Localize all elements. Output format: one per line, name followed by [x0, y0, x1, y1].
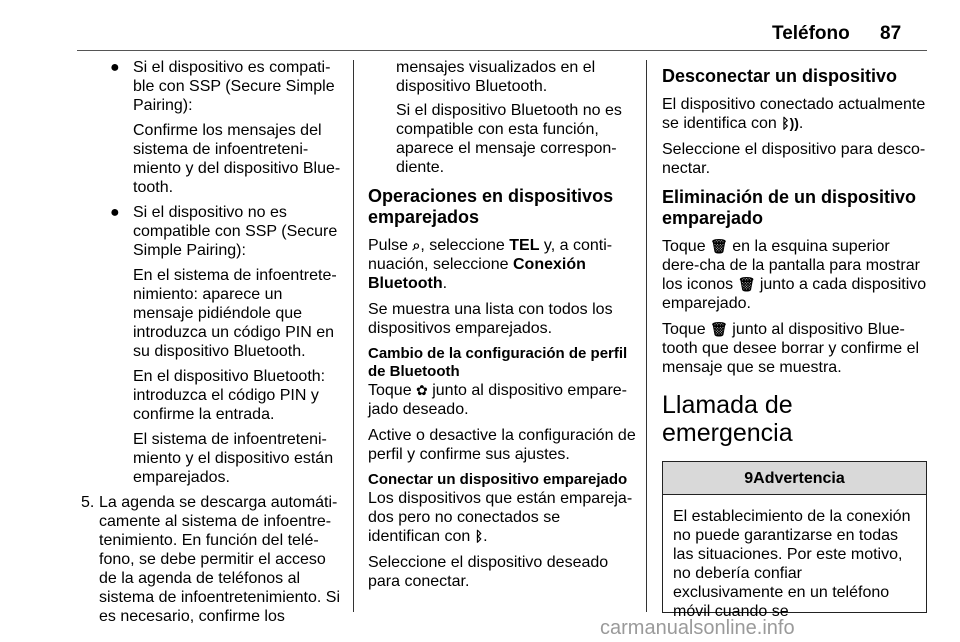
- bullet-ssp-compatible: [77, 58, 345, 115]
- tel-label: TEL: [509, 237, 540, 254]
- bullet-ssp-not-compatible: [77, 203, 345, 260]
- settings-icon: ✿: [416, 382, 428, 398]
- section-heading: Eliminación de un dispositivo emparejado: [662, 187, 917, 228]
- page-header: [0, 0, 960, 52]
- bullet-subtext: En el sistema de infoentrete-nimiento: aparece un mensaje pidiéndole que introduzca un código PIN en su dispositivo Bluetooth.: [133, 267, 337, 360]
- bullet-dot: ●: [110, 59, 120, 76]
- text: .: [798, 115, 804, 132]
- bluetooth-connection-label: Conexión Bluetooth: [368, 256, 586, 292]
- text: en la esquina superior dere-cha de la pantalla para mostrar los iconos: [662, 238, 920, 293]
- paragraph: Seleccione el dispositivo deseado para conectar.: [368, 554, 609, 590]
- step-text: La agenda se descarga automáti-camente al sistema de infoentre-tenimiento. En función del telé-fono, se debe permitir el acceso de la agenda de teléfonos al sistema de infoentretenimiento. Si es necesario, confirme los: [99, 494, 341, 625]
- text: .: [442, 275, 448, 292]
- warning-title: Advertencia: [753, 469, 845, 487]
- text: Toque: [662, 238, 711, 255]
- chapter-heading: Llamada de emergencia: [662, 391, 793, 447]
- text: Los dispositivos que están empareja-dos pero no conectados se identifican con: [368, 490, 633, 545]
- text: .: [483, 528, 488, 545]
- paragraph: [368, 381, 636, 419]
- subheading: Cambio de la configuración de perfil de Bluetooth: [368, 345, 628, 380]
- trash-icon: 🗑: [710, 238, 728, 254]
- warning-box: [662, 461, 927, 620]
- phone-icon: ⌕: [412, 237, 421, 253]
- text: El dispositivo conectado actualmente se identifica con: [662, 96, 926, 132]
- section-heading: Desconectar un dispositivo: [662, 66, 898, 86]
- bullet-text: Si el dispositivo no es compatible con SSP (Secure Simple Pairing):: [133, 204, 338, 259]
- bullet-subtext: En el dispositivo Bluetooth: introduzca el código PIN y confirme la entrada.: [133, 368, 326, 423]
- watermark: carmanualsonline.info: [600, 617, 795, 639]
- bluetooth-connected-icon: ᛒ)): [781, 115, 799, 131]
- bluetooth-icon: ᛒ: [474, 528, 484, 544]
- text: junto al dispositivo Blue-tooth que desee borrar y confirme el mensaje que se muestra.: [662, 321, 920, 376]
- text: y, a conti-nuación, seleccione: [368, 237, 613, 273]
- trash-icon: 🗑: [737, 276, 756, 292]
- step-number: 5.: [81, 494, 95, 511]
- text: Pulse: [368, 237, 413, 254]
- paragraph: [368, 489, 636, 546]
- text: junto a cada dispositivo emparejado.: [662, 276, 927, 312]
- trash-icon: 🗑: [710, 321, 728, 337]
- bullet-subtext: El sistema de infoentreteni-miento y el dispositivo están emparejados.: [133, 431, 334, 486]
- text: Toque: [662, 321, 711, 338]
- column-divider-1: [353, 60, 354, 612]
- paragraph: Seleccione el dispositivo para desco-nectar.: [662, 141, 926, 177]
- warning-text: El establecimiento de la conexión no puede garantizarse en todas las situaciones. Por este motivo, no debería confiar exclusivamente en un teléfono móvil cuando se: [673, 508, 911, 620]
- paragraph: Se muestra una lista con todos los dispositivos emparejados.: [368, 301, 613, 337]
- page-title: Teléfono: [772, 23, 850, 44]
- continued-text: Si el dispositivo Bluetooth no es compatible con esta función, aparece el mensaje correspon-diente.: [396, 102, 622, 176]
- paragraph: [662, 237, 927, 313]
- paragraph: [662, 320, 927, 377]
- column-3: [662, 58, 927, 620]
- subheading: Conectar un dispositivo emparejado: [368, 471, 628, 488]
- bullet-text: Si el dispositivo es compati-ble con SSP (Secure Simple Pairing):: [133, 59, 335, 114]
- page-number: 87: [880, 23, 902, 44]
- paragraph: [662, 95, 927, 133]
- warning-header: [663, 462, 926, 495]
- bullet-subtext: Confirme los mensajes del sistema de infoentreteni-miento y del dispositivo Blue-tooth.: [133, 122, 341, 196]
- text: , seleccione: [420, 237, 510, 254]
- text: junto al dispositivo empare-jado deseado.: [368, 382, 627, 418]
- warning-icon: 9: [744, 469, 754, 487]
- section-heading: Operaciones en dispositivos emparejados: [368, 186, 614, 227]
- column-2: [368, 58, 636, 598]
- text: Toque: [368, 382, 417, 399]
- header-divider: [77, 50, 927, 51]
- bullet-dot: ●: [110, 204, 120, 221]
- step-5: [77, 493, 345, 626]
- paragraph: [368, 236, 636, 293]
- paragraph: Active o desactive la configuración de perfil y confirme sus ajustes.: [368, 427, 636, 463]
- continued-text: mensajes visualizados en el dispositivo Bluetooth.: [396, 59, 596, 95]
- column-1: [77, 58, 345, 626]
- column-divider-2: [646, 60, 647, 612]
